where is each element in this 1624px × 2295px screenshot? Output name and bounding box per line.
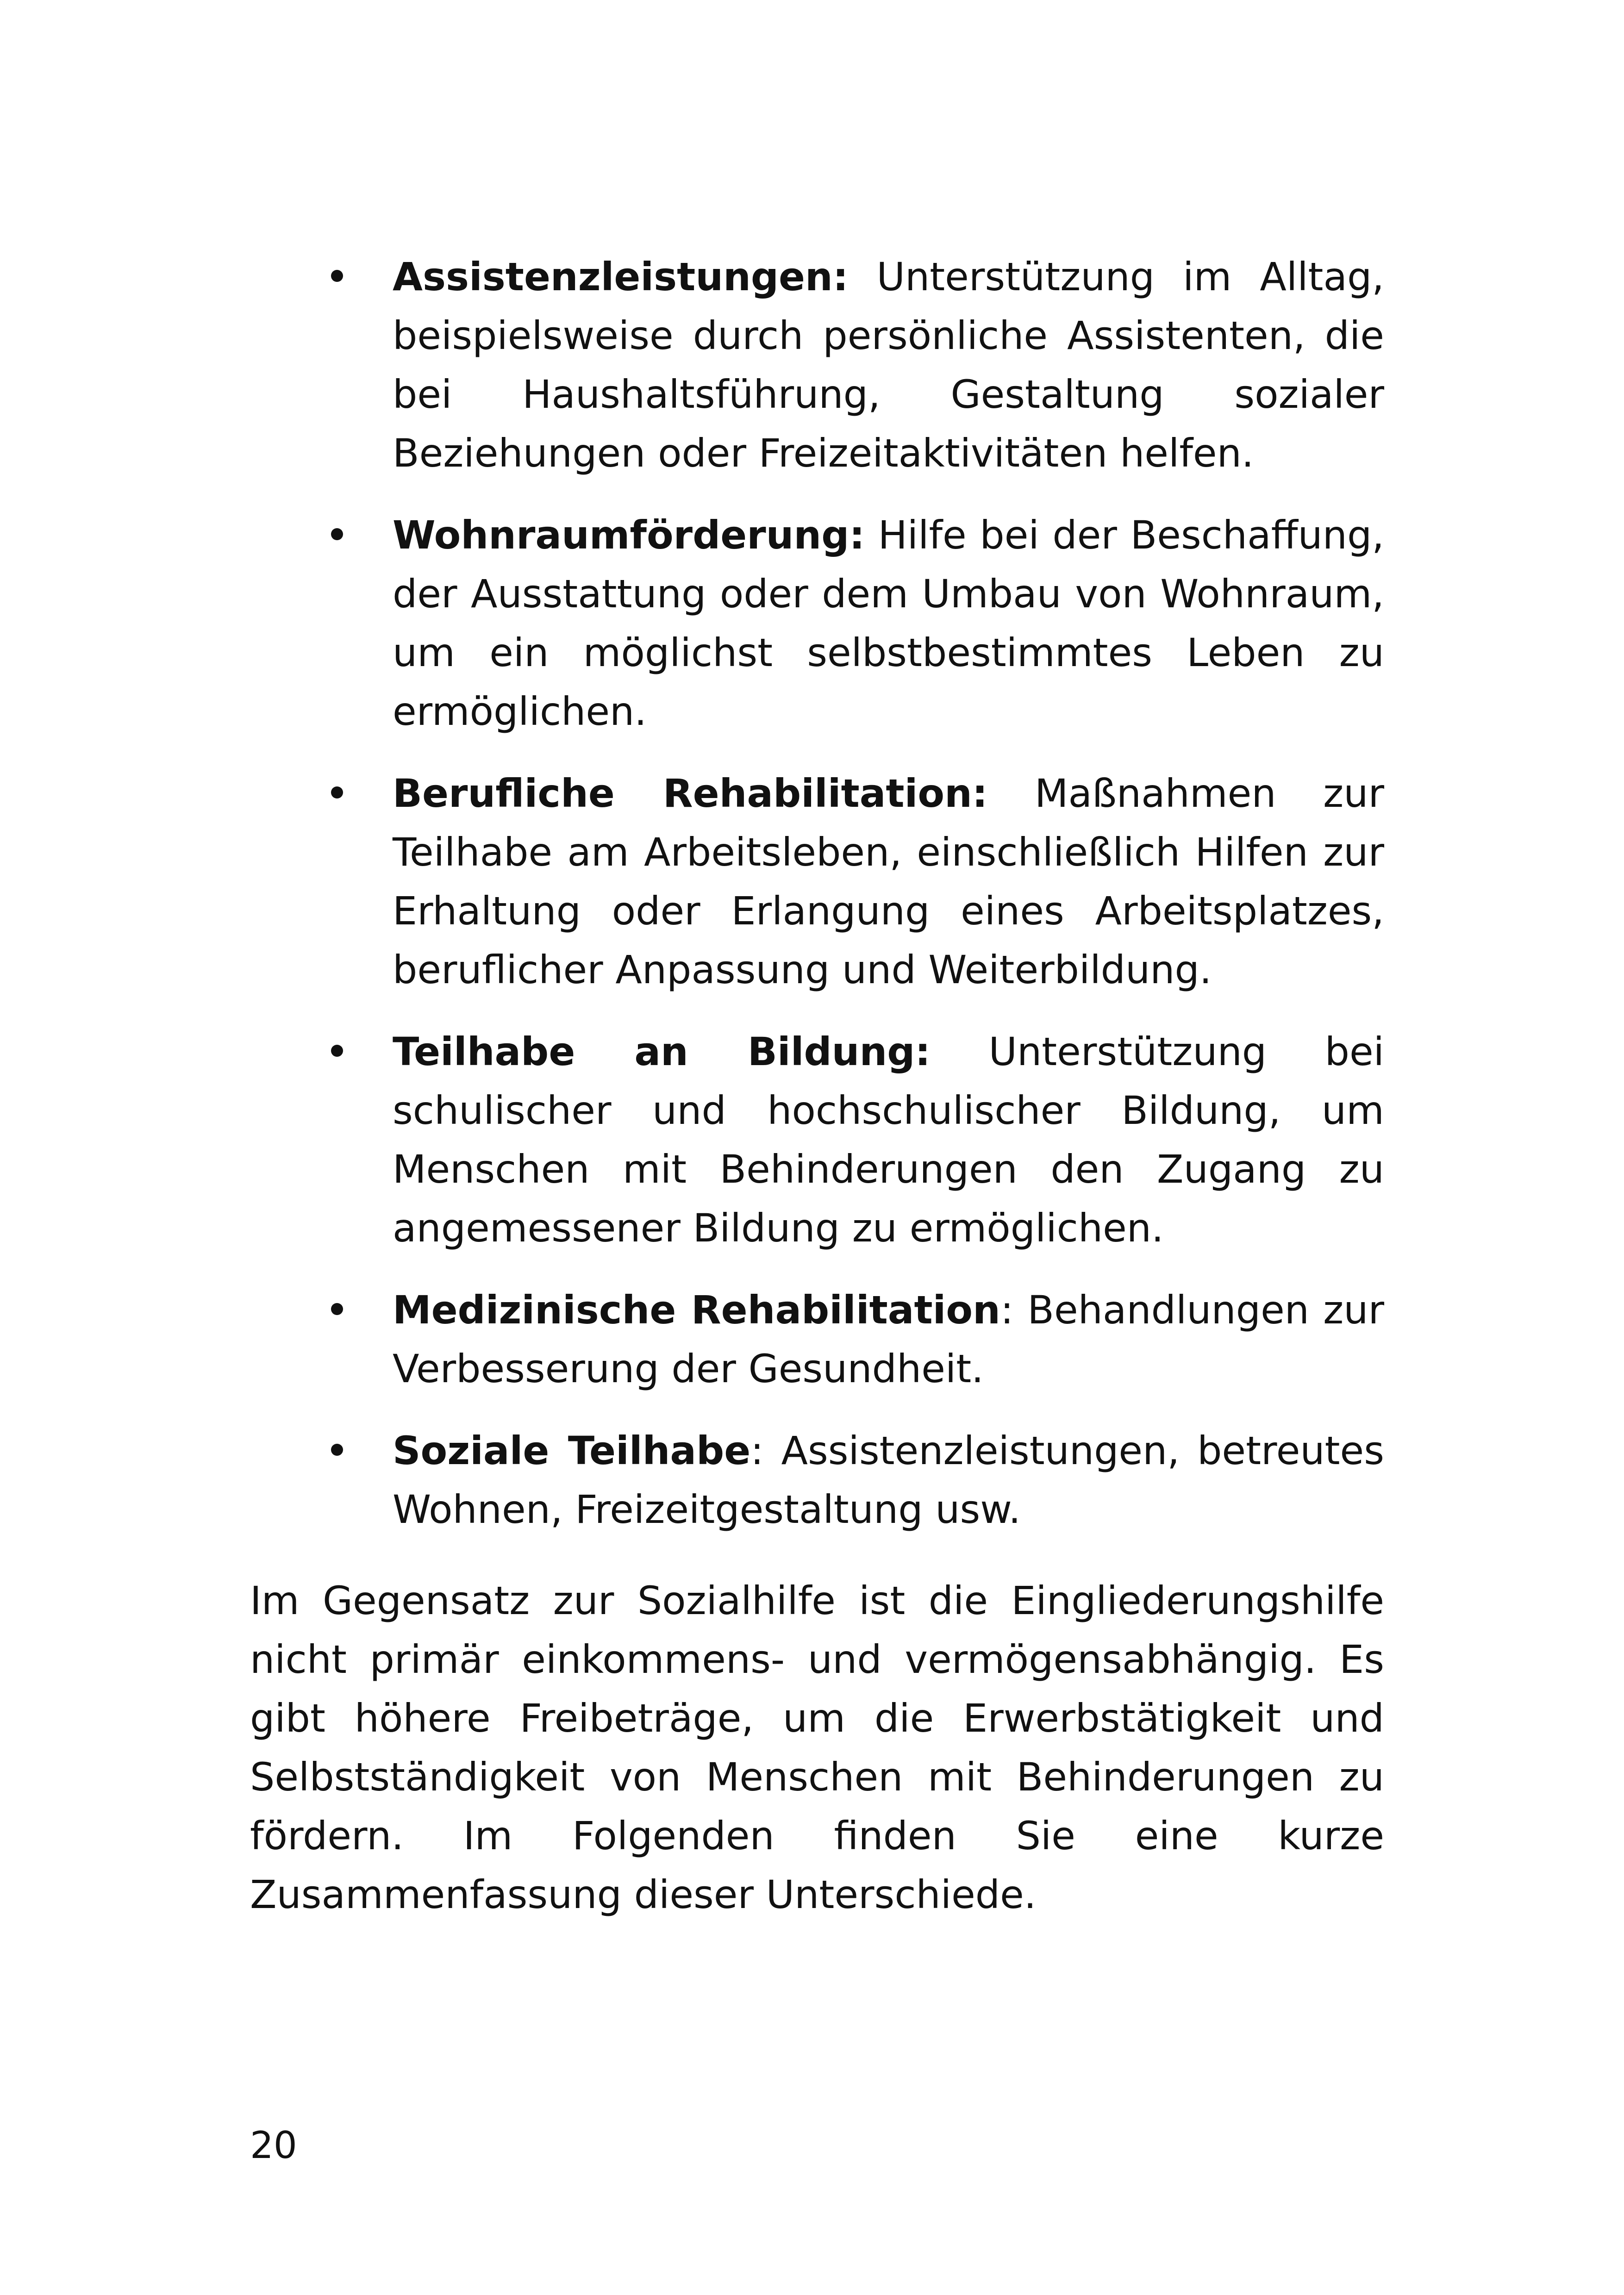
list-item-text: Unterstützung im Alltag, beispielsweise durch persönliche Assistenten, die bei Haushaltsführung, Gestaltung sozialer Beziehungen oder Freizeitaktivitäten helfen.: [393, 254, 1384, 476]
list-item: [319, 248, 1384, 483]
bullet-icon: [331, 528, 343, 540]
page-number: 20: [250, 2124, 297, 2167]
bullet-icon: [331, 1045, 343, 1057]
list-item-text: : Assistenzleistungen, betreutes Wohnen, Freizeitgestaltung usw.: [393, 1428, 1384, 1532]
list-item: [319, 506, 1384, 741]
bullet-icon: [331, 786, 343, 798]
list-item-term: Berufliche Rehabilitation:: [393, 771, 988, 816]
bullet-icon: [331, 1303, 343, 1315]
list-item-text: Unterstützung bei schulischer und hochschulischer Bildung, um Menschen mit Behinderungen den Zugang zu angemessener Bildung zu ermöglichen.: [393, 1029, 1384, 1251]
list-item: [319, 764, 1384, 999]
list-item-term: Teilhabe an Bildung:: [393, 1029, 931, 1074]
list-item: [319, 1023, 1384, 1258]
bullet-icon: [331, 1444, 343, 1456]
list-item-term: Wohnraumförderung:: [393, 512, 865, 558]
list-item-text: Maßnahmen zur Teilhabe am Arbeitsleben, einschließlich Hilfen zur Erhaltung oder Erlangung eines Arbeitsplatzes, beruflicher Anpassung und Weiterbildung.: [393, 771, 1384, 992]
list-item: [319, 1422, 1384, 1539]
body-paragraph: Im Gegensatz zur Sozialhilfe ist die Eingliederungshilfe nicht primär einkommens- und vermögensabhängig. Es gibt höhere Freibeträge, um die Erwerbstätigkeit und Selbstständigkeit von Menschen mit Behinderungen zu fördern. Im Folgenden finden Sie eine kurze Zusammenfassung dieser Unterschiede.: [250, 1578, 1384, 1917]
list-item-text: : Behandlungen zur Verbesserung der Gesundheit.: [393, 1287, 1384, 1391]
list-item-term: Assistenzleistungen:: [393, 254, 849, 299]
list-item-term: Medizinische Rehabilitation: [393, 1287, 1000, 1333]
list-item: [319, 1281, 1384, 1398]
list-item-term: Soziale Teilhabe: [393, 1428, 751, 1473]
bullet-icon: [331, 270, 343, 282]
benefits-list: [319, 248, 1384, 1562]
list-item-text: Hilfe bei der Beschaffung, der Ausstattung oder dem Umbau von Wohnraum, um ein möglichst selbstbestimmtes Leben zu ermöglichen.: [393, 512, 1384, 734]
